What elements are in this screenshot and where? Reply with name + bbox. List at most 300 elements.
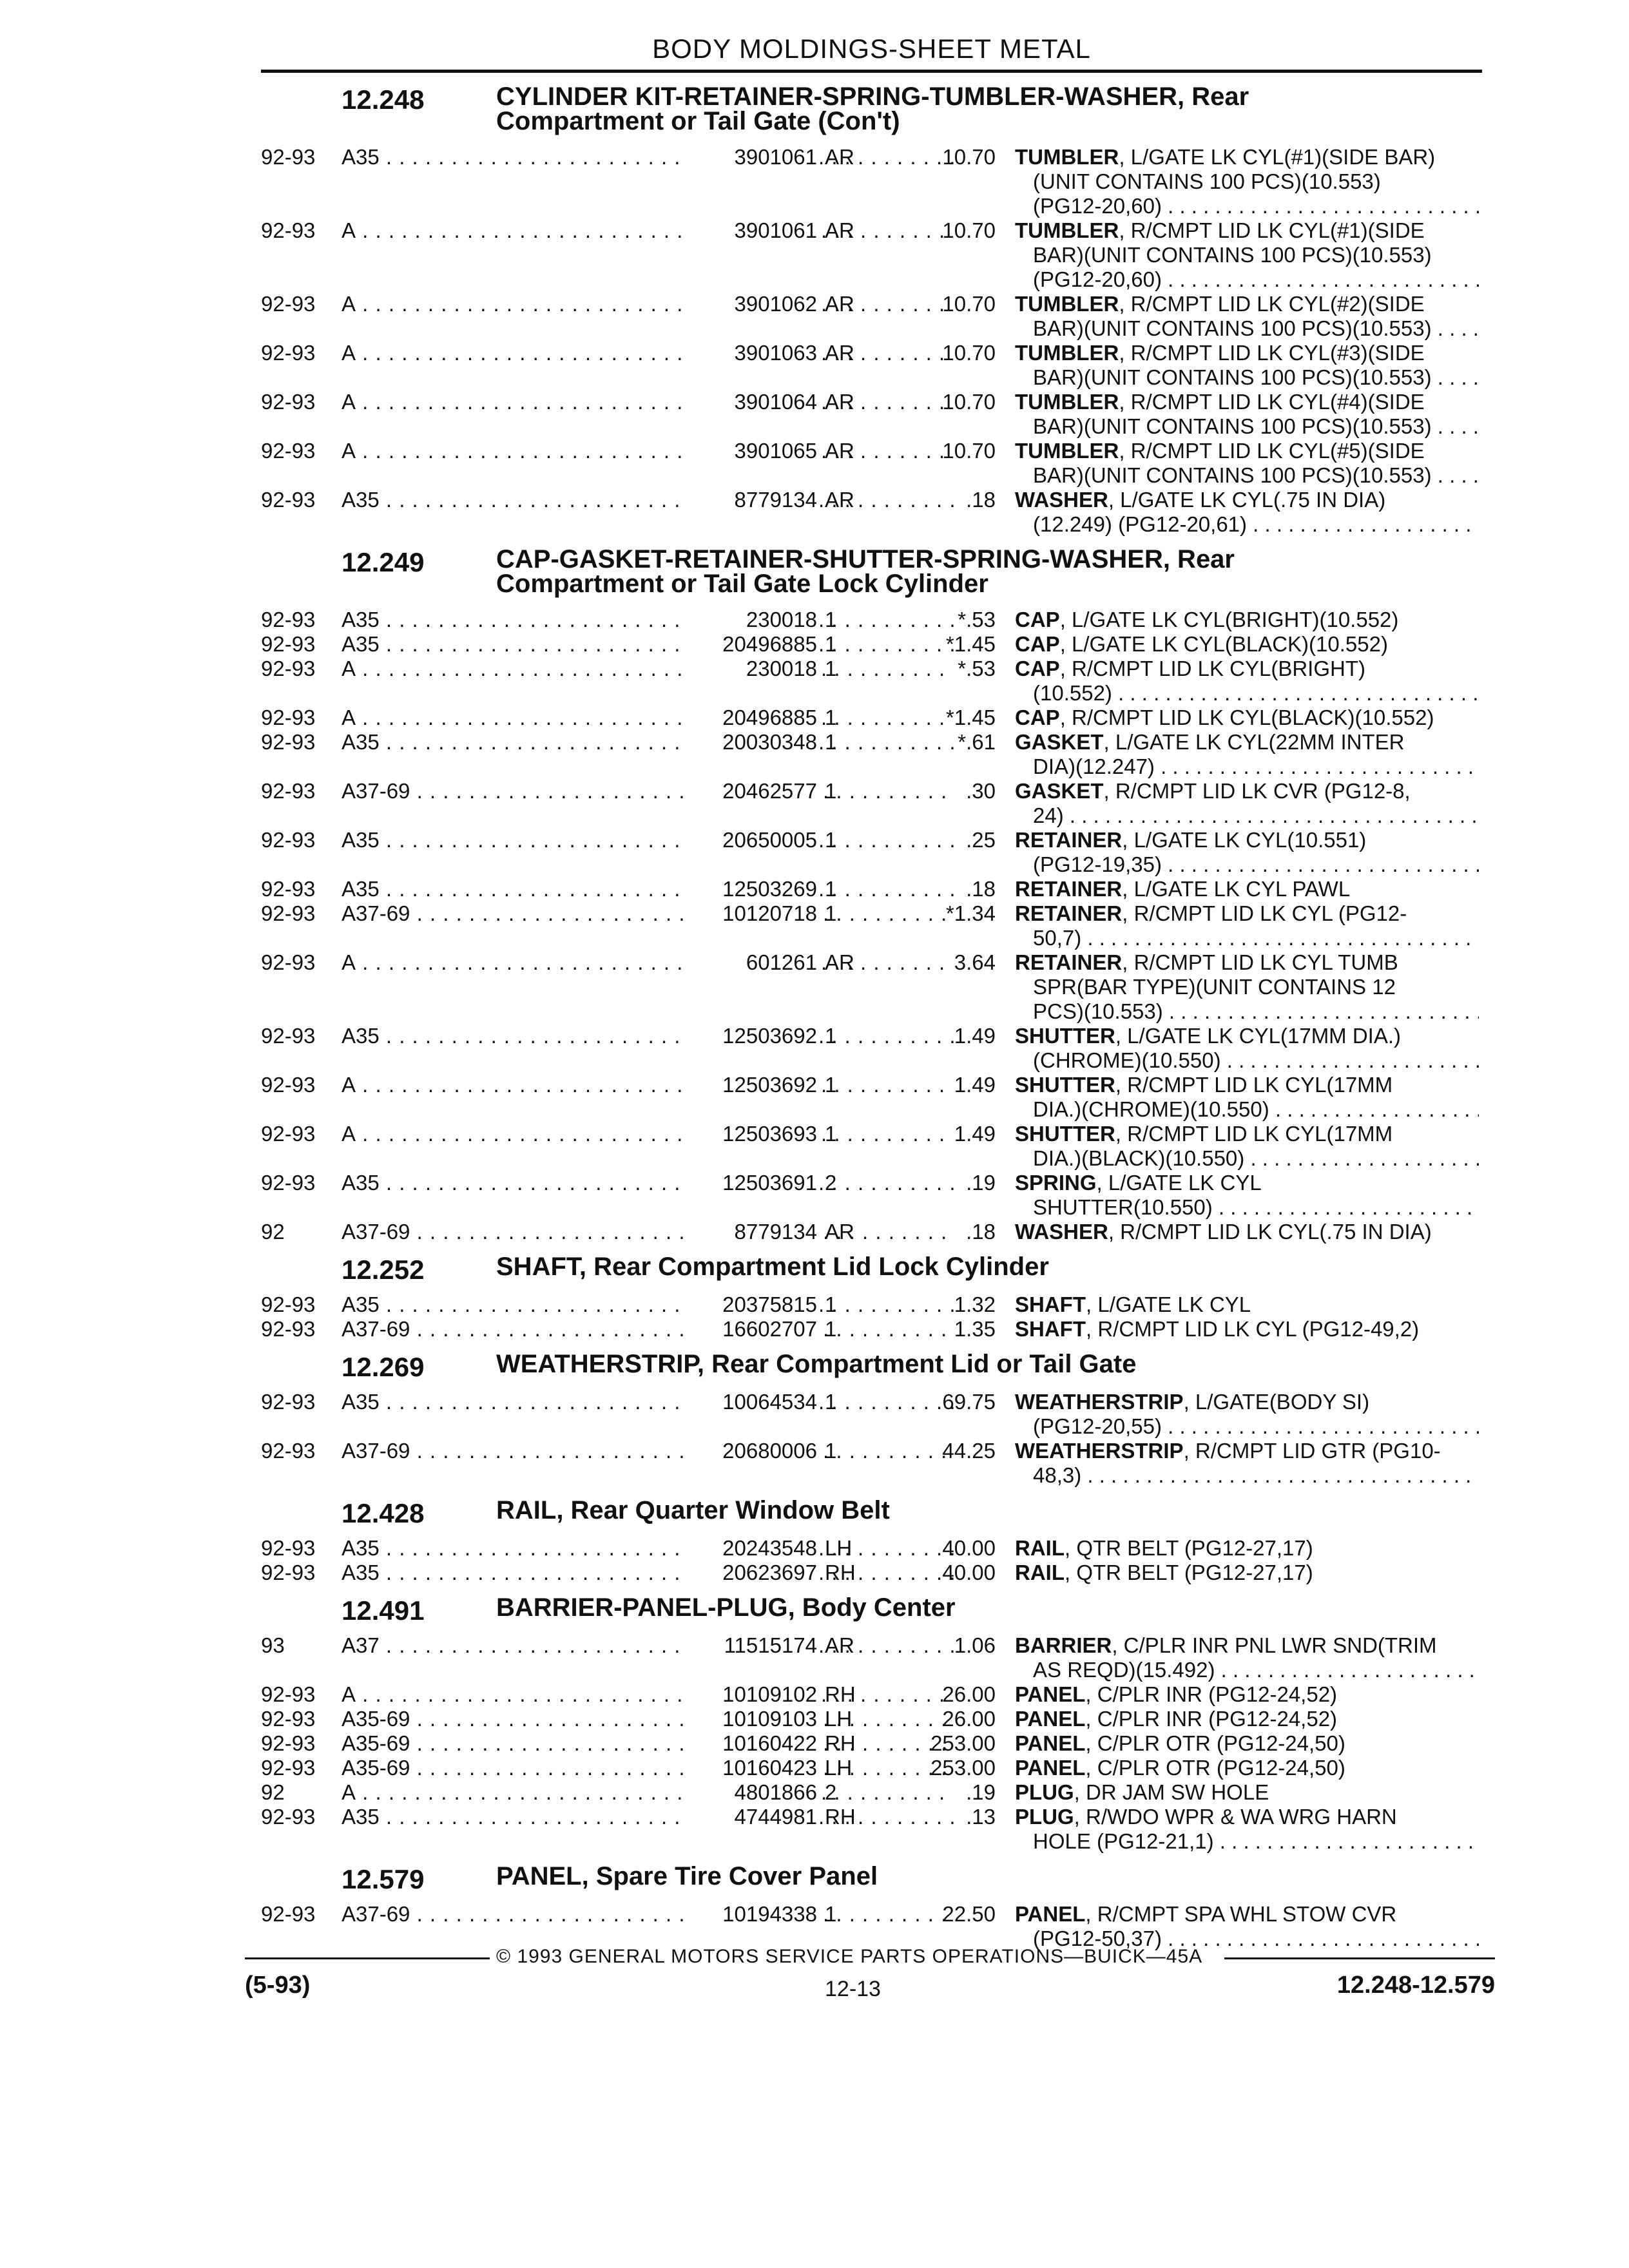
model-year: 92-93	[261, 1536, 316, 1560]
part-description	[1015, 1171, 1479, 1220]
description-line	[1015, 608, 1479, 632]
description-text: , R/CMPT LID LK CYL(#4)(SIDE	[1119, 390, 1425, 414]
part-description	[1015, 608, 1479, 632]
model-year: 92-93	[261, 730, 316, 754]
description-text: , L/GATE LK CYL(.75 IN DIA)	[1108, 488, 1386, 512]
description-keyword: BARRIER	[1015, 1633, 1112, 1657]
section-title	[496, 1595, 1463, 1620]
body-model: A35 . . .	[342, 1171, 954, 1195]
quantity: 1	[825, 706, 837, 729]
price: 10.70	[942, 145, 996, 169]
body-model: A35 . . .	[342, 488, 954, 512]
description-keyword: TUMBLER	[1015, 292, 1119, 316]
page-footer	[245, 1946, 1495, 2017]
part-number: 12503269	[686, 877, 817, 901]
price: .18	[966, 877, 996, 901]
section-title	[496, 547, 1463, 596]
part-description	[1015, 901, 1479, 950]
quantity: AR	[825, 145, 854, 169]
description-line	[1015, 1024, 1479, 1048]
description-line: DIA.)(CHROME)(10.550) . . .	[1015, 1097, 1479, 1122]
model-year: 92-93	[261, 1707, 316, 1731]
price: .30	[966, 779, 996, 803]
description-keyword: GASKET	[1015, 779, 1104, 803]
description-line: BAR)(UNIT CONTAINS 100 PCS)(10.553) . . .	[1015, 414, 1479, 439]
description-line: 24) . . .	[1015, 803, 1479, 828]
quantity: 1	[825, 1439, 837, 1463]
description-text: , R/CMPT LID LK CYL(#1)(SIDE	[1119, 218, 1425, 242]
parts-catalog	[261, 74, 1482, 1951]
body-model: A37 . . .	[342, 1633, 954, 1658]
quantity: 1	[825, 901, 837, 925]
description-text: , R/CMPT LID LK CYL(BLACK)(10.552)	[1059, 706, 1434, 729]
section-title-line: RAIL, Rear Quarter Window Belt	[496, 1496, 890, 1524]
part-number: 4801866	[686, 1780, 817, 1805]
part-row	[261, 1317, 1482, 1341]
part-number: 12503691	[686, 1171, 817, 1195]
body-model: A . . .	[342, 1780, 954, 1805]
part-number: 10064534	[686, 1390, 817, 1414]
part-row	[261, 1220, 1482, 1244]
model-year: 92-93	[261, 488, 316, 512]
quantity: LH	[825, 1756, 853, 1780]
part-number: 20680006	[686, 1439, 817, 1463]
price: *.53	[958, 608, 996, 631]
model-year: 92-93	[261, 1731, 316, 1755]
part-row	[261, 730, 1482, 779]
description-keyword: SHAFT	[1015, 1317, 1086, 1341]
description-line	[1015, 218, 1479, 243]
part-row	[261, 657, 1482, 706]
part-description	[1015, 1390, 1479, 1439]
section-title-line: Compartment or Tail Gate (Con't)	[496, 107, 900, 135]
part-description	[1015, 292, 1479, 341]
model-year: 92-93	[261, 1073, 316, 1097]
part-row	[261, 828, 1482, 877]
body-model: A35 . . .	[342, 632, 954, 657]
part-row	[261, 1561, 1482, 1585]
description-keyword: GASKET	[1015, 730, 1104, 754]
body-model: A35 . . .	[342, 1561, 954, 1585]
body-model: A . . .	[342, 1122, 954, 1146]
section-number: 12.428	[342, 1498, 425, 1528]
quantity: 1	[825, 828, 837, 852]
quantity: 1	[825, 608, 837, 631]
price: 1.49	[954, 1024, 996, 1048]
description-line	[1015, 901, 1479, 926]
part-row	[261, 1171, 1482, 1220]
body-model: A . . .	[342, 218, 954, 243]
part-number: 10194338	[686, 1902, 817, 1927]
quantity: LH	[825, 1536, 853, 1560]
body-model: A . . .	[342, 390, 954, 414]
part-number: 10109102	[686, 1682, 817, 1707]
model-year: 92-93	[261, 1756, 316, 1780]
description-text: , L/GATE LK CYL(17MM DIA.)	[1115, 1024, 1402, 1048]
part-row	[261, 950, 1482, 1024]
description-line: BAR)(UNIT CONTAINS 100 PCS)(10.553) . . .	[1015, 316, 1479, 341]
price: 1.49	[954, 1073, 996, 1097]
quantity: AR	[825, 1633, 854, 1657]
quantity: 1	[825, 877, 837, 901]
body-model: A35 . . .	[342, 608, 954, 632]
description-line	[1015, 1122, 1479, 1146]
description-keyword: PLUG	[1015, 1780, 1074, 1804]
description-line	[1015, 1707, 1479, 1731]
part-row	[261, 1756, 1482, 1780]
description-line: BAR)(UNIT CONTAINS 100 PCS)(10.553)	[1033, 243, 1432, 267]
model-year: 92-93	[261, 632, 316, 656]
model-year: 92-93	[261, 1805, 316, 1829]
part-number: 4744981	[686, 1805, 817, 1829]
model-year: 92-93	[261, 341, 316, 365]
body-model: A35 . . .	[342, 730, 954, 754]
part-description	[1015, 1317, 1479, 1341]
section-number: 12.491	[342, 1595, 425, 1626]
part-description	[1015, 1682, 1479, 1707]
description-text: , C/PLR INR PNL LWR SND(TRIM	[1112, 1633, 1437, 1657]
description-line	[1015, 1805, 1479, 1829]
description-keyword: CAP	[1015, 657, 1060, 680]
model-year: 92-93	[261, 706, 316, 729]
body-model: A37-69 . . .	[342, 1317, 954, 1341]
part-row	[261, 779, 1482, 828]
quantity: 1	[825, 1122, 837, 1146]
description-line: HOLE (PG12-21,1) . . .	[1015, 1829, 1479, 1854]
part-row	[261, 1390, 1482, 1439]
footer-rule-left	[245, 1957, 490, 1959]
section-heading	[261, 1488, 1482, 1536]
part-number: 20623697	[686, 1561, 817, 1585]
part-row	[261, 1536, 1482, 1561]
price: 10.70	[942, 218, 996, 242]
price: 253.00	[930, 1756, 996, 1780]
body-model: A35 . . .	[342, 1390, 954, 1414]
description-line	[1015, 1171, 1479, 1195]
footer-date: (5-93)	[245, 1972, 311, 1999]
model-year: 92-93	[261, 877, 316, 901]
description-line: (PG12-20,55) . . .	[1015, 1414, 1479, 1439]
description-keyword: SPRING	[1015, 1171, 1097, 1195]
quantity: 2	[825, 1780, 837, 1804]
body-model: A35 . . .	[342, 1024, 954, 1048]
part-description	[1015, 1780, 1479, 1805]
body-model: A35 . . .	[342, 1805, 954, 1829]
price: 44.25	[942, 1439, 996, 1463]
price: 1.32	[954, 1293, 996, 1316]
model-year: 92-93	[261, 145, 316, 169]
model-year: 92-93	[261, 1171, 316, 1195]
description-keyword: CAP	[1015, 608, 1060, 631]
price: 1.06	[954, 1633, 996, 1657]
description-text: , L/GATE LK CYL	[1086, 1293, 1251, 1316]
quantity: AR	[825, 439, 854, 463]
description-line: SPR(BAR TYPE)(UNIT CONTAINS 12	[1033, 975, 1396, 999]
part-row	[261, 292, 1482, 341]
description-keyword: WASHER	[1015, 1220, 1108, 1244]
part-row	[261, 1707, 1482, 1731]
description-line	[1015, 706, 1479, 730]
part-number: 230018	[686, 657, 817, 681]
description-text: , R/CMPT SPA WHL STOW CVR	[1085, 1902, 1397, 1926]
description-keyword: RETAINER	[1015, 901, 1123, 925]
part-number: 20243548	[686, 1536, 817, 1561]
part-number: 20462577	[686, 779, 817, 803]
section-number: 12.269	[342, 1352, 425, 1382]
part-number: 3901062	[686, 292, 817, 316]
description-keyword: PANEL	[1015, 1902, 1086, 1926]
section-title	[496, 84, 1463, 133]
model-year: 92-93	[261, 439, 316, 463]
quantity: RH	[825, 1561, 856, 1584]
part-row	[261, 145, 1482, 218]
description-line	[1015, 657, 1479, 681]
section-title-line: CYLINDER KIT-RETAINER-SPRING-TUMBLER-WASHER, Rear	[496, 82, 1249, 111]
quantity: 1	[825, 1390, 837, 1414]
description-text: , R/CMPT LID LK CYL(#2)(SIDE	[1119, 292, 1425, 316]
part-description	[1015, 1731, 1479, 1756]
body-model: A37-69 . . .	[342, 1439, 954, 1463]
part-row	[261, 1902, 1482, 1951]
part-row	[261, 1633, 1482, 1682]
description-line	[1015, 1536, 1479, 1561]
body-model: A35-69 . . .	[342, 1731, 954, 1756]
part-row	[261, 1073, 1482, 1122]
part-description	[1015, 1756, 1479, 1780]
page-title: BODY MOLDINGS-SHEET METAL	[652, 34, 1091, 64]
section-heading	[261, 1585, 1482, 1633]
description-text: , L/GATE LK CYL(BRIGHT)(10.552)	[1059, 608, 1399, 631]
model-year: 92-93	[261, 1561, 316, 1584]
quantity: 1	[825, 657, 837, 680]
description-text: , R/CMPT LID LK CYL(#5)(SIDE	[1119, 439, 1425, 463]
price: 26.00	[942, 1682, 996, 1706]
part-description	[1015, 439, 1479, 488]
part-description	[1015, 145, 1479, 218]
price: 10.70	[942, 341, 996, 365]
body-model: A . . .	[342, 950, 954, 975]
description-keyword: RETAINER	[1015, 877, 1123, 901]
section-heading	[261, 1341, 1482, 1390]
description-keyword: PLUG	[1015, 1805, 1074, 1829]
quantity: 1	[825, 1024, 837, 1048]
part-description	[1015, 779, 1479, 828]
part-description	[1015, 1707, 1479, 1731]
part-description	[1015, 218, 1479, 292]
body-model: A . . .	[342, 439, 954, 463]
body-model: A35 . . .	[342, 1293, 954, 1317]
part-description	[1015, 706, 1479, 730]
part-number: 8779134	[686, 1220, 817, 1244]
description-line	[1015, 390, 1479, 414]
section-heading	[261, 1244, 1482, 1293]
description-keyword: TUMBLER	[1015, 390, 1119, 414]
model-year: 92-93	[261, 1902, 316, 1926]
quantity: 1	[825, 1073, 837, 1097]
description-text: , R/CMPT LID LK CYL(BRIGHT)	[1059, 657, 1365, 680]
body-model: A . . .	[342, 1073, 954, 1097]
part-row	[261, 901, 1482, 950]
description-line: (10.552) . . .	[1015, 681, 1479, 706]
body-model: A37-69 . . .	[342, 779, 954, 803]
description-keyword: RETAINER	[1015, 950, 1123, 974]
description-text: , C/PLR INR (PG12-24,52)	[1085, 1707, 1338, 1731]
section-number: 12.248	[342, 84, 425, 115]
body-model: A37-69 . . .	[342, 901, 954, 926]
part-number: 20375815	[686, 1293, 817, 1317]
part-number: 12503692	[686, 1073, 817, 1097]
part-description	[1015, 488, 1479, 537]
part-row	[261, 439, 1482, 488]
description-keyword: PANEL	[1015, 1756, 1086, 1780]
quantity: 2	[825, 1171, 837, 1195]
price: 10.70	[942, 292, 996, 316]
section-title	[496, 1254, 1463, 1279]
part-row	[261, 1780, 1482, 1805]
part-description	[1015, 950, 1479, 1024]
model-year: 92-93	[261, 1317, 316, 1341]
part-number: 3901061	[686, 145, 817, 169]
part-row	[261, 488, 1482, 537]
description-keyword: TUMBLER	[1015, 145, 1119, 169]
description-line	[1015, 145, 1479, 169]
part-row	[261, 1682, 1482, 1707]
part-number: 3901063	[686, 341, 817, 365]
description-line	[1015, 1390, 1479, 1414]
price: *1.45	[945, 706, 996, 729]
part-row	[261, 1439, 1482, 1488]
part-row	[261, 1805, 1482, 1854]
part-row	[261, 218, 1482, 292]
quantity: RH	[825, 1731, 856, 1755]
part-description	[1015, 1220, 1479, 1244]
body-model: A . . .	[342, 292, 954, 316]
part-number: 12503692	[686, 1024, 817, 1048]
description-text: , R/CMPT LID LK CYL (PG12-	[1122, 901, 1407, 925]
footer-section-range: 12.248-12.579	[1336, 1972, 1495, 1999]
part-description	[1015, 390, 1479, 439]
description-keyword: WASHER	[1015, 488, 1108, 512]
section-title	[496, 1864, 1463, 1888]
price: .25	[966, 828, 996, 852]
price: 1.35	[954, 1317, 996, 1341]
description-line	[1015, 1902, 1479, 1927]
price: .19	[966, 1780, 996, 1804]
price: 26.00	[942, 1707, 996, 1731]
model-year: 92-93	[261, 218, 316, 242]
description-line	[1015, 1073, 1479, 1097]
price: .13	[966, 1805, 996, 1829]
body-model: A37-69 . . .	[342, 1220, 954, 1244]
description-line	[1015, 1633, 1479, 1658]
body-model: A35 . . .	[342, 828, 954, 852]
section-title-line: SHAFT, Rear Compartment Lid Lock Cylinder	[496, 1253, 1049, 1281]
description-text: , C/PLR OTR (PG12-24,50)	[1085, 1756, 1345, 1780]
section-title-line: BARRIER-PANEL-PLUG, Body Center	[496, 1593, 956, 1622]
description-line	[1015, 292, 1479, 316]
part-number: 20496885	[686, 706, 817, 730]
part-number: 3901064	[686, 390, 817, 414]
footer-copyright: © 1993 GENERAL MOTORS SERVICE PARTS OPERATIONS—BUICK—45A	[496, 1946, 1203, 1967]
body-model: A35 . . .	[342, 145, 954, 169]
model-year: 92-93	[261, 1122, 316, 1146]
part-row	[261, 632, 1482, 657]
description-text: , L/GATE(BODY SI)	[1183, 1390, 1370, 1414]
description-line	[1015, 779, 1479, 803]
description-line	[1015, 1561, 1479, 1585]
description-text: , R/CMPT LID LK CYL (PG12-49,2)	[1086, 1317, 1420, 1341]
description-keyword: SHUTTER	[1015, 1024, 1115, 1048]
body-model: A . . .	[342, 706, 954, 730]
body-model: A35-69 . . .	[342, 1707, 954, 1731]
description-text: , R/CMPT LID LK CYL(17MM	[1115, 1073, 1393, 1097]
description-keyword: TUMBLER	[1015, 341, 1119, 365]
part-description	[1015, 632, 1479, 657]
description-line: (PG12-19,35) . . .	[1015, 852, 1479, 877]
price: 10.70	[942, 439, 996, 463]
section-title-line: Compartment or Tail Gate Lock Cylinder	[496, 570, 988, 598]
description-keyword: WEATHERSTRIP	[1015, 1390, 1184, 1414]
part-description	[1015, 1536, 1479, 1561]
part-number: 10160423	[686, 1756, 817, 1780]
description-line	[1015, 1780, 1479, 1805]
model-year: 92-93	[261, 1024, 316, 1048]
body-model: A . . .	[342, 341, 954, 365]
quantity: RH	[825, 1682, 856, 1706]
body-model: A35-69 . . .	[342, 1756, 954, 1780]
description-keyword: SHAFT	[1015, 1293, 1086, 1316]
model-year: 92	[261, 1220, 285, 1244]
description-line	[1015, 828, 1479, 852]
body-model: A35 . . .	[342, 877, 954, 901]
description-line: (PG12-20,60) . . .	[1015, 267, 1479, 292]
description-text: , L/GATE LK CYL	[1096, 1171, 1262, 1195]
price: 10.70	[942, 390, 996, 414]
model-year: 92-93	[261, 390, 316, 414]
model-year: 92-93	[261, 828, 316, 852]
description-line	[1015, 488, 1479, 512]
model-year: 92-93	[261, 1293, 316, 1316]
description-text: , C/PLR OTR (PG12-24,50)	[1085, 1731, 1345, 1755]
section-number: 12.579	[342, 1864, 425, 1894]
price: .19	[966, 1171, 996, 1195]
part-description	[1015, 1439, 1479, 1488]
price: 69.75	[942, 1390, 996, 1414]
model-year: 92-93	[261, 779, 316, 803]
quantity: LH	[825, 1707, 853, 1731]
model-year: 92-93	[261, 1439, 316, 1463]
description-text: , QTR BELT (PG12-27,17)	[1065, 1561, 1313, 1584]
description-line: PCS)(10.553) . . .	[1015, 999, 1479, 1024]
part-number: 230018	[686, 608, 817, 632]
description-text: , DR JAM SW HOLE	[1074, 1780, 1269, 1804]
part-description	[1015, 730, 1479, 779]
model-year: 93	[261, 1633, 285, 1657]
part-row	[261, 1731, 1482, 1756]
body-model: A37-69 . . .	[342, 1902, 954, 1927]
description-line: AS REQD)(15.492) . . .	[1015, 1658, 1479, 1682]
part-number: 20496885	[686, 632, 817, 657]
section-title	[496, 1352, 1463, 1376]
description-line: (PG12-20,60) . . .	[1015, 194, 1479, 218]
description-text: , R/CMPT LID LK CYL TUMB	[1122, 950, 1398, 974]
description-line	[1015, 730, 1479, 754]
description-line: (CHROME)(10.550) . . .	[1015, 1048, 1479, 1073]
quantity: AR	[825, 218, 854, 242]
quantity: RH	[825, 1805, 856, 1829]
description-text: , L/GATE LK CYL(BLACK)(10.552)	[1059, 632, 1388, 656]
part-row	[261, 706, 1482, 730]
